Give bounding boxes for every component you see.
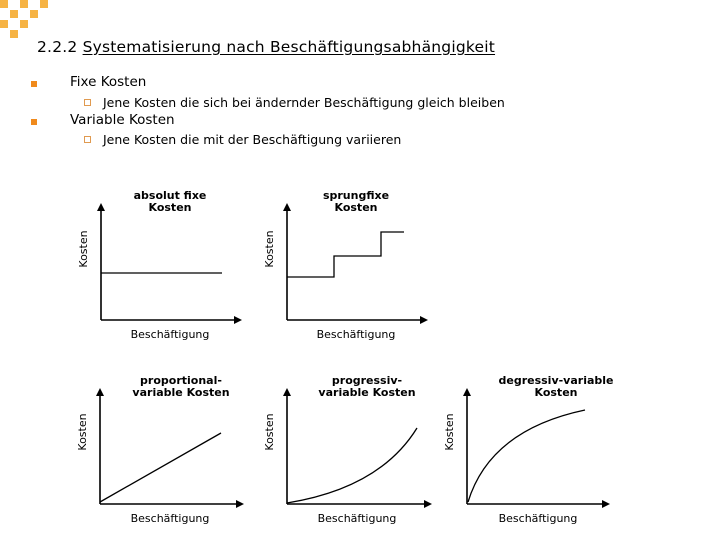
chart-degressiv-variable-kosten [443,374,614,525]
chart-title-line2: Kosten [148,201,192,214]
title-text: Systematisierung nach Beschäftigungsabhängigkeit [82,38,496,56]
bullet-variable-kosten: Variable Kosten [70,112,175,128]
chart-title-line1: degressiv-variable [498,374,614,387]
y-axis-label: Kosten [77,230,90,268]
x-axis-label: Beschäftigung [130,328,210,341]
y-axis-label: Kosten [443,413,456,451]
degressive-cost-curve [468,410,585,502]
y-axis-label: Kosten [263,413,276,451]
chart-title-line1: absolut fixe [133,189,207,202]
step-cost-line [287,232,404,277]
chart-title-line1: sprungfixe [322,189,390,202]
x-axis-label: Beschäftigung [317,512,397,525]
title-number: 2.2.2 [37,38,83,56]
y-axis-label: Kosten [263,230,276,268]
chart-progressiv-variable-kosten [263,374,428,525]
bullet-fixe-kosten: Fixe Kosten [70,74,147,90]
chart-title-line2: Kosten [534,386,578,399]
x-axis-label: Beschäftigung [316,328,396,341]
progressive-cost-curve [287,428,417,503]
chart-absolut-fixe-kosten [77,189,238,341]
x-axis-label: Beschäftigung [130,512,210,525]
y-axis-label: Kosten [76,413,89,451]
chart-proportional-variable-kosten [76,374,240,525]
sub-bullet-variable-kosten: Jene Kosten die mit der Beschäftigung variieren [103,132,402,147]
chart-title-line2: variable Kosten [318,386,416,399]
chart-title-line1: proportional- [140,374,222,387]
chart-title-line1: progressiv- [331,374,403,387]
chart-sprungfixe-kosten [263,189,424,341]
x-axis-label: Beschäftigung [498,512,578,525]
proportional-cost-line [100,433,221,502]
sub-bullet-fixe-kosten: Jene Kosten die sich bei ändernder Beschäftigung gleich bleiben [103,95,505,110]
chart-title-line2: Kosten [334,201,378,214]
chart-title-line2: variable Kosten [132,386,230,399]
